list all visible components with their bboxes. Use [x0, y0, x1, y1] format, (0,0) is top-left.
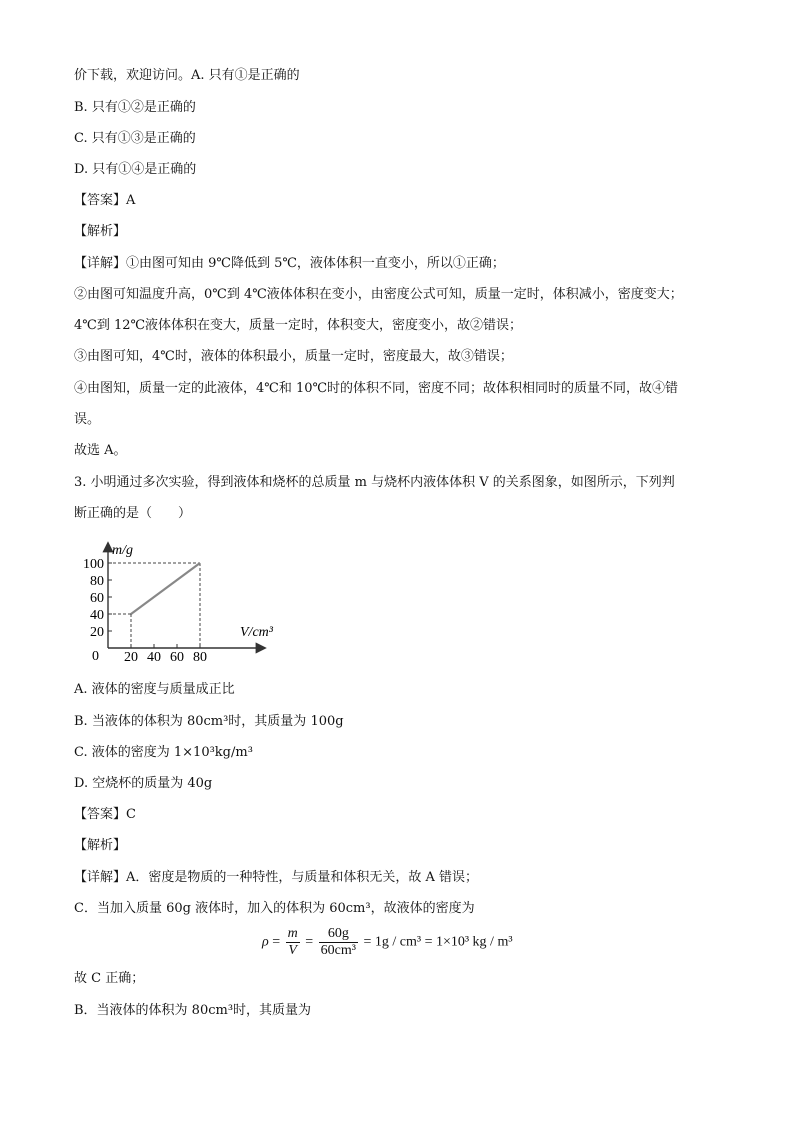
q3-c-correct: 故 C 正确；: [74, 971, 145, 986]
q3-stem-line-1: 3. 小明通过多次实验，得到液体和烧杯的总质量 m 与烧杯内液体体积 V 的关系图象，如图所示，下列判: [74, 475, 675, 490]
q3-answer-label: 【答案】C: [74, 807, 136, 822]
q3-option-d: D. 空烧杯的质量为 40g: [74, 776, 213, 791]
detail-line-3: 4℃到 12℃液体体积在变大，质量一定时，体积变大，密度变小，故②错误；: [74, 318, 523, 333]
x-tick-label: 40: [147, 650, 161, 665]
x-tick-label: 60: [170, 650, 184, 665]
option-c: C. 只有①③是正确的: [74, 131, 196, 146]
formula-values: [319, 926, 358, 959]
series-line: [131, 563, 200, 614]
y-tick-label: 20: [90, 625, 104, 640]
q3-option-c: C. 液体的密度为 1×10³kg/m³: [74, 745, 253, 760]
option-b: B. 只有①②是正确的: [74, 100, 196, 115]
detail-line-6: 误。: [74, 412, 101, 427]
q3-option-a: A. 液体的密度与质量成正比: [74, 682, 235, 697]
detail-line-4: ③由图可知，4℃时，液体的体积最小，质量一定时，密度最大，故③错误；: [74, 349, 513, 364]
detail-line-1: 【详解】①由图可知由 9℃降低到 5℃，液体体积一直变小，所以①正确；: [74, 256, 505, 271]
option-d: D. 只有①④是正确的: [74, 162, 197, 177]
detail-line-2: ②由图可知温度升高，0℃到 4℃液体体积在变小，由密度公式可知，质量一定时，体积减小，密度变大；: [74, 287, 683, 302]
formula-m-over-v: [286, 926, 300, 959]
formula-eq-2: =: [305, 934, 314, 950]
q3-stem-line-2: 断正确的是（ ）: [74, 506, 192, 521]
q3-detail-b: B．当液体的体积为 80cm³时，其质量为: [74, 1003, 312, 1018]
q3-detail-c: C．当加入质量 60g 液体时，加入的体积为 60cm³，故液体的密度为: [74, 901, 475, 916]
y-tick-label: 40: [90, 608, 104, 623]
y-axis-label: m/g: [112, 543, 133, 558]
formula-num: 60g: [319, 926, 358, 943]
y-tick-label: 100: [83, 557, 104, 572]
formula-den: 60cm³: [320, 943, 356, 958]
y-tick-label: 60: [90, 591, 104, 606]
origin-label: 0: [92, 649, 99, 664]
q3-analysis-label: 【解析】: [74, 838, 127, 853]
x-tick-label: 80: [193, 650, 207, 665]
formula-rho: ρ: [262, 934, 269, 950]
mass-volume-chart: [74, 540, 294, 668]
option-a-line: 价下载，欢迎访问。A. 只有①是正确的: [74, 68, 300, 83]
formula-eq: =: [272, 934, 281, 950]
x-axis-label: V/cm³: [240, 625, 273, 640]
formula-m: m: [287, 926, 298, 941]
analysis-label: 【解析】: [74, 224, 127, 239]
conclusion: 故选 A。: [74, 443, 127, 458]
formula-rhs: = 1g / cm³ = 1×10³ kg / m³: [363, 934, 513, 950]
q3-option-b: B. 当液体的体积为 80cm³时，其质量为 100g: [74, 714, 344, 729]
formula-v: V: [288, 943, 297, 958]
answer-label: 【答案】A: [74, 193, 136, 208]
q3-detail-a: 【详解】A．密度是物质的一种特性，与质量和体积无关，故 A 错误；: [74, 870, 479, 885]
detail-line-5: ④由图知，质量一定的此液体，4℃和 10℃时的体积不同，密度不同；故体积相同时的质量不同，故④错: [74, 381, 679, 396]
x-tick-label: 20: [124, 650, 138, 665]
density-formula: [262, 926, 513, 966]
y-tick-label: 80: [90, 574, 104, 589]
